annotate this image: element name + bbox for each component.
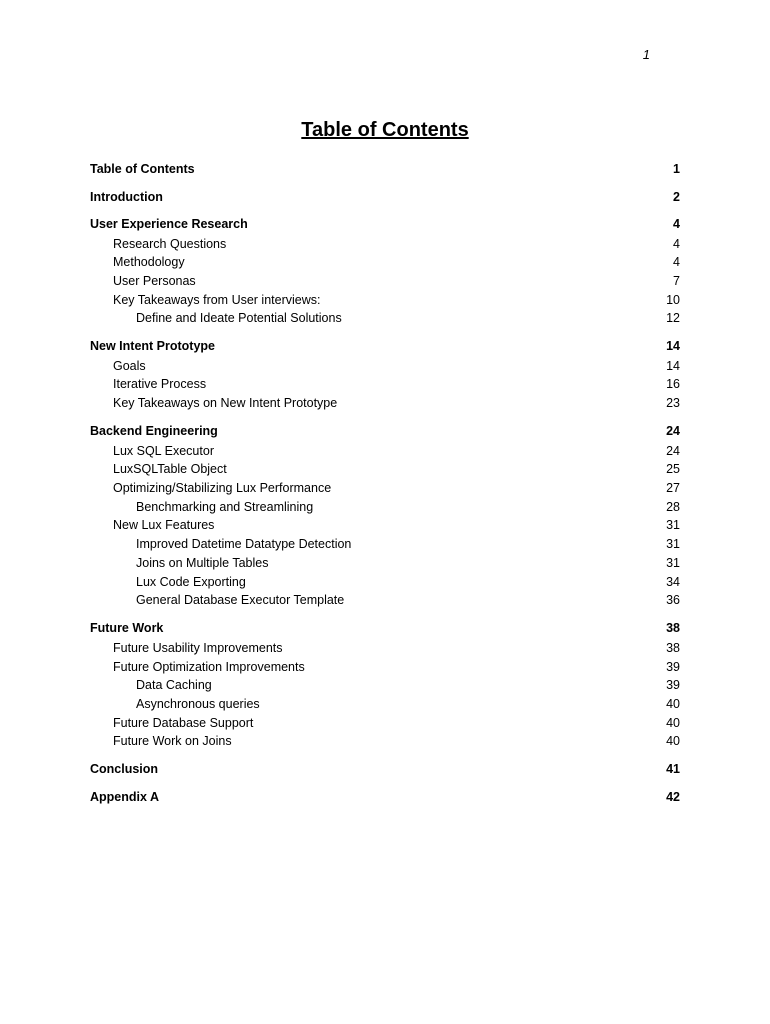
toc-entry-page: 14 — [666, 339, 680, 353]
toc-entry-page: 4 — [673, 237, 680, 251]
toc-entry-page: 40 — [666, 697, 680, 711]
toc-entry-label: Lux SQL Executor — [113, 444, 214, 458]
toc-entry-label: Future Usability Improvements — [113, 641, 283, 655]
toc-entry[interactable] — [90, 480, 680, 497]
toc-entry[interactable] — [90, 236, 680, 253]
toc-entry-page: 40 — [666, 716, 680, 730]
toc-entry-label: Introduction — [90, 190, 163, 204]
toc-entry[interactable] — [90, 443, 680, 460]
toc-entry[interactable] — [90, 733, 680, 750]
toc-entry[interactable] — [90, 338, 680, 355]
toc-entry[interactable] — [90, 761, 680, 778]
toc-entry-label: Asynchronous queries — [136, 697, 260, 711]
toc-entry-label: User Personas — [113, 274, 196, 288]
toc-entry-label: Backend Engineering — [90, 424, 218, 438]
toc-entry-page: 4 — [673, 217, 680, 231]
toc-entry-label: Optimizing/Stabilizing Lux Performance — [113, 481, 332, 495]
toc-entry-label: Future Database Support — [113, 716, 254, 730]
toc-entry-page: 24 — [666, 424, 680, 438]
toc-entry-label: Appendix A — [90, 790, 159, 804]
toc-entry[interactable] — [90, 189, 680, 206]
toc-entry-page: 24 — [666, 444, 680, 458]
toc-entry-label: Research Questions — [113, 237, 227, 251]
toc-entry-page: 1 — [673, 162, 680, 176]
toc-entry[interactable] — [90, 358, 680, 375]
toc-entry-page: 40 — [666, 734, 680, 748]
toc-entry-page: 34 — [666, 575, 680, 589]
toc-entry-page: 42 — [666, 790, 680, 804]
toc-entry[interactable] — [90, 254, 680, 271]
toc-entry[interactable] — [90, 310, 680, 327]
toc-entry-page: 7 — [673, 274, 680, 288]
toc-entry[interactable] — [90, 640, 680, 657]
toc-entry-page: 23 — [666, 396, 680, 410]
toc-entry-page: 12 — [666, 311, 680, 325]
toc-entry[interactable] — [90, 376, 680, 393]
toc-entry[interactable] — [90, 161, 680, 178]
page-title: Table of Contents — [301, 119, 469, 141]
toc-entry-label: Key Takeaways from User interviews: — [113, 293, 321, 307]
toc-entry-label: Benchmarking and Streamlining — [136, 500, 314, 514]
toc-entry-page: 25 — [666, 462, 680, 476]
toc-entry-page: 41 — [666, 762, 680, 776]
toc-entry[interactable] — [90, 395, 680, 412]
toc-entry[interactable] — [90, 789, 680, 806]
toc-entry-label: Lux Code Exporting — [136, 575, 246, 589]
toc-entry[interactable] — [90, 292, 680, 309]
toc-entry-page: 31 — [666, 518, 680, 532]
toc-entry-label: Data Caching — [136, 678, 212, 692]
toc-entry[interactable] — [90, 677, 680, 694]
toc-entry-label: Define and Ideate Potential Solutions — [136, 311, 342, 325]
toc-entry[interactable] — [90, 592, 680, 609]
toc-entry-label: Future Work on Joins — [113, 734, 232, 748]
toc-entry[interactable] — [90, 555, 680, 572]
toc-entry-page: 36 — [666, 593, 680, 607]
toc-entry[interactable] — [90, 216, 680, 233]
toc-entry[interactable] — [90, 423, 680, 440]
toc-entry-label: Key Takeaways on New Intent Prototype — [113, 396, 338, 410]
toc-entry-page: 14 — [666, 359, 680, 373]
toc-entry[interactable] — [90, 715, 680, 732]
toc-entry[interactable] — [90, 461, 680, 478]
toc-entry-label: LuxSQLTable Object — [113, 462, 227, 476]
toc-entry-page: 27 — [666, 481, 680, 495]
toc-entry-label: Methodology — [113, 255, 185, 269]
toc-entry-label: Improved Datetime Datatype Detection — [136, 537, 352, 551]
toc-entry-page: 31 — [666, 537, 680, 551]
toc-entry-label: Iterative Process — [113, 377, 207, 391]
toc-entry-page: 28 — [666, 500, 680, 514]
toc-entry[interactable] — [90, 620, 680, 637]
toc-entry[interactable] — [90, 536, 680, 553]
toc-entry[interactable] — [90, 273, 680, 290]
toc-entry-label: New Lux Features — [113, 518, 215, 532]
toc-entry-label: User Experience Research — [90, 217, 248, 231]
toc-entry-page: 39 — [666, 660, 680, 674]
toc-entry[interactable] — [90, 696, 680, 713]
toc-entry-page: 38 — [666, 641, 680, 655]
toc-entry-page: 31 — [666, 556, 680, 570]
toc-entry-page: 4 — [673, 255, 680, 269]
toc-entry-label: Future Work — [90, 621, 164, 635]
toc-entry-label: Conclusion — [90, 762, 159, 776]
toc-entry-page: 38 — [666, 621, 680, 635]
toc-entry-page: 39 — [666, 678, 680, 692]
toc-entry-page: 2 — [673, 190, 680, 204]
toc-entry-label: General Database Executor Template — [136, 593, 345, 607]
toc-entry[interactable] — [90, 499, 680, 516]
toc-entry-page: 16 — [666, 377, 680, 391]
toc-entry-label: New Intent Prototype — [90, 339, 216, 353]
toc-entry-page: 10 — [666, 293, 680, 307]
toc-entry-label: Goals — [113, 359, 146, 373]
toc-entry-label: Joins on Multiple Tables — [136, 556, 269, 570]
toc-entry[interactable] — [90, 517, 680, 534]
toc-entry-label: Table of Contents — [90, 162, 195, 176]
toc-entry-label: Future Optimization Improvements — [113, 660, 305, 674]
page-number: 1 — [642, 47, 650, 62]
toc-entry[interactable] — [90, 574, 680, 591]
toc-entry[interactable] — [90, 659, 680, 676]
